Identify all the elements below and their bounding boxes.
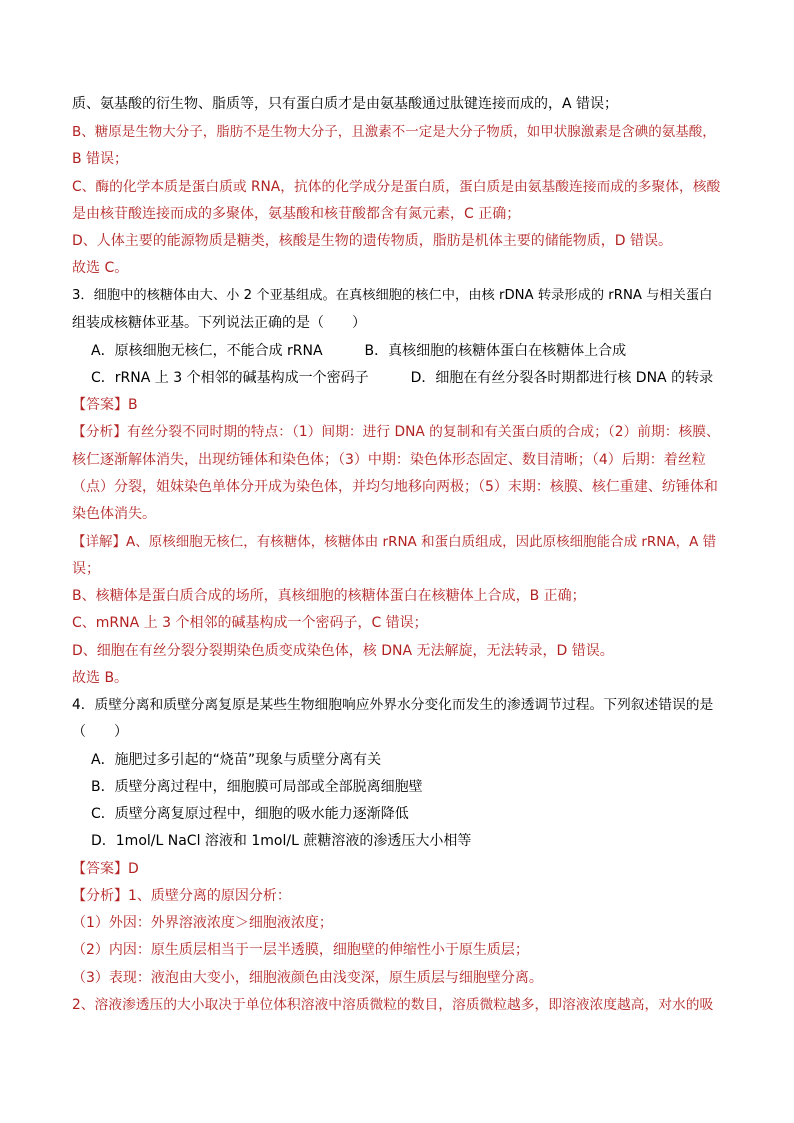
text-line: 【详解】A、原核细胞无核仁，有核糖体，核糖体由 rRNA 和蛋白质组成，因此原核细胞能合成 rRNA，A 错 — [72, 534, 717, 550]
text-line: 【分析】有丝分裂不同时期的特点：（1）间期：进行 DNA 的复制和有关蛋白质的合成；（2）前期：核膜、 — [72, 424, 720, 440]
text-line: 组装成核糖体亚基。下列说法正确的是（ ） — [72, 315, 366, 331]
text-line: C．rRNA 上 3 个相邻的碱基构成一个密码子 D．细胞在有丝分裂各时期都进行核 DNA 的转录 — [91, 370, 714, 386]
text-line: 误； — [72, 561, 100, 577]
text-line: （3）表现：液泡由大变小，细胞液颜色由浅变深，原生质层与细胞壁分离。 — [72, 970, 543, 986]
text-line: 核仁逐渐解体消失，出现纺锤体和染色体；（3）中期：染色体形态固定、数目清晰；（4）后期：着丝粒 — [72, 452, 706, 468]
text-line: 是由核苷酸连接而成的多聚体，氨基酸和核苷酸都含有氮元素，C 正确； — [72, 206, 521, 222]
text-line: 故选 B。 — [72, 670, 129, 686]
text-line: B、糖原是生物大分子，脂肪不是生物大分子，且激素不一定是大分子物质，如甲状腺激素是含碘的氨基酸， — [72, 124, 716, 140]
text-line: C．质壁分离复原过程中，细胞的吸水能力逐渐降低 — [91, 806, 409, 822]
text-line: 【分析】1、质壁分离的原因分析： — [72, 888, 291, 904]
text-line: （2）内因：原生质层相当于一层半透膜，细胞壁的伸缩性小于原生质层； — [72, 942, 529, 958]
text-line: B、核糖体是蛋白质合成的场所，真核细胞的核糖体蛋白在核糖体上合成，B 正确； — [72, 588, 586, 604]
text-line: 【答案】B — [72, 397, 138, 413]
text-line: 4．质壁分离和质壁分离复原是某些生物细胞响应外界水分变化而发生的渗透调节过程。下列叙述错误的是 — [72, 697, 714, 713]
text-line: （点）分裂，姐妹染色单体分开成为染色体，并均匀地移向两极；（5）末期：核膜、核仁重建、纺锤体和 — [72, 479, 718, 495]
text-line: C、酶的化学本质是蛋白质或 RNA，抗体的化学成分是蛋白质，蛋白质是由氨基酸连接而成的多聚体，核酸 — [72, 179, 721, 195]
text-line: A．施肥过多引起的“烧苗”现象与质壁分离有关 — [91, 752, 382, 768]
text-line: D．1mol/L NaCl 溶液和 1mol/L 蔗糖溶液的渗透压大小相等 — [91, 833, 472, 849]
text-line: D、人体主要的能源物质是糖类，核酸是生物的遗传物质，脂肪是机体主要的储能物质，D 错误。 — [72, 233, 673, 249]
text-line: 染色体消失。 — [72, 506, 156, 522]
text-line: B．质壁分离过程中，细胞膜可局部或全部脱离细胞壁 — [91, 779, 423, 795]
text-line: 质、氨基酸的衍生物、脂质等，只有蛋白质才是由氨基酸通过肽键连接而成的，A 错误； — [72, 96, 619, 112]
text-line: 【答案】D — [72, 861, 139, 877]
text-line: （ ） — [72, 724, 128, 740]
text-line: D、细胞在有丝分裂分裂期染色质变成染色体，核 DNA 无法解旋，无法转录，D 错误。 — [72, 643, 614, 659]
text-line: 3．细胞中的核糖体由大、小 2 个亚基组成。在真核细胞的核仁中，由核 rDNA 转录形成的 rRNA 与相关蛋白 — [72, 288, 713, 303]
text-line: A．原核细胞无核仁，不能合成 rRNA B．真核细胞的核糖体蛋白在核糖体上合成 — [91, 343, 627, 359]
text-line: C、mRNA 上 3 个相邻的碱基构成一个密码子，C 错误； — [72, 615, 428, 631]
text-line: 故选 C。 — [72, 260, 129, 276]
text-line: 2、溶液渗透压的大小取决于单位体积溶液中溶质微粒的数目，溶质微粒越多，即溶液浓度越高，对水的吸 — [72, 997, 714, 1013]
text-line: B 错误； — [72, 151, 129, 167]
text-line: （1）外因：外界溶液浓度＞细胞液浓度； — [72, 915, 333, 931]
